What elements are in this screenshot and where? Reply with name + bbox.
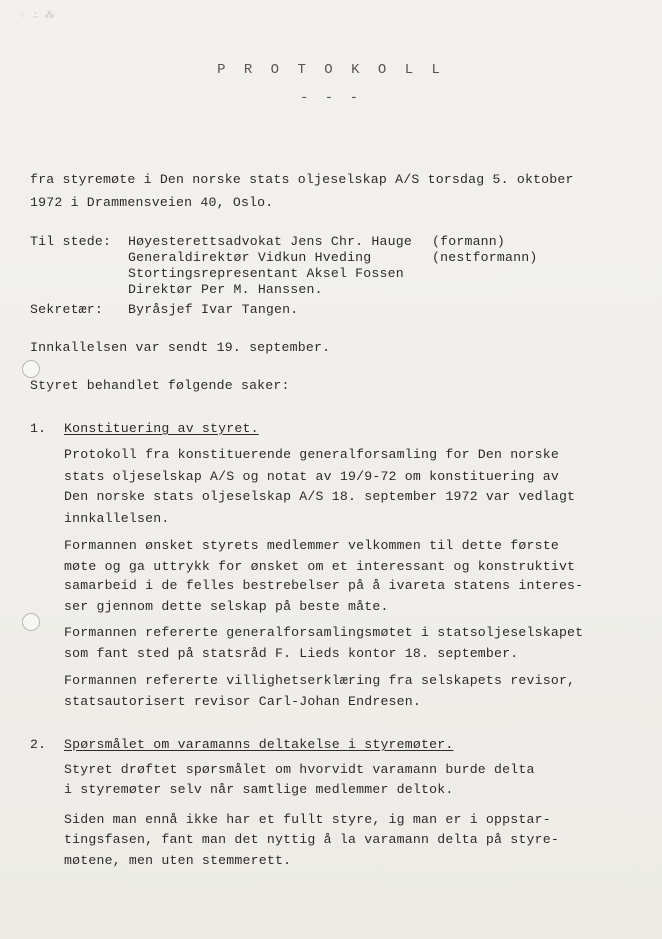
handled-text: Styret behandlet følgende saker: [30,378,290,393]
secretary-label: Sekretær: [30,302,104,317]
present-name-1: Høyesterettsadvokat Jens Chr. Hauge [128,234,412,249]
paper-blemish-icon: ⁘ ∴ ⁂ [18,11,55,22]
punch-hole-icon [22,360,40,378]
present-name-2: Generaldirektør Vidkun Hveding [128,250,372,265]
item1-number: 1. [30,421,47,436]
present-role-2: (nestformann) [432,250,538,265]
item1-p4-line-1: Formannen refererte villighetserklæring fra selskapets revisor, [64,673,576,688]
notice-text: Innkallelsen var sendt 19. september. [30,340,331,355]
punch-hole-icon [22,613,40,631]
title-dashes: - - - [299,90,362,106]
item2-p1-line-1: Styret drøftet spørsmålet om hvorvidt varamann burde delta [64,762,535,777]
document-title: P R O T O K O L L [217,62,445,78]
present-name-3: Stortingsrepresentant Aksel Fossen [128,266,404,281]
intro-line-2: 1972 i Drammensveien 40, Oslo. [30,195,274,210]
item1-p4-line-2: statsautorisert revisor Carl-Johan Endresen. [64,694,422,709]
present-role-1: (formann) [432,234,506,249]
item1-p3-line-2: som fant sted på statsråd F. Lieds kontor 18. september. [64,646,519,661]
item1-p2-line-2: møte og ga uttrykk for ønsket om et interessant og konstruktivt [64,559,576,574]
item1-p2-line-3: samarbeid i de felles bestrebelser på å ivareta statens interes- [64,578,584,593]
item1-p1-line-4: innkallelsen. [64,511,170,526]
item2-p2-line-1: Siden man ennå ikke har et fullt styre, ig man er i oppstar- [64,812,551,827]
item2-number: 2. [30,737,47,752]
item1-p2-line-1: Formannen ønsket styrets medlemmer velkommen til dette første [64,538,559,553]
present-name-4: Direktør Per M. Hanssen. [128,282,323,297]
present-label: Til stede: [30,234,112,249]
item2-title: Spørsmålet om varamanns deltakelse i styremøter. [64,737,454,752]
item1-p1-line-1: Protokoll fra konstituerende generalforsamling for Den norske [64,447,559,462]
item1-title: Konstituering av styret. [64,421,259,436]
item1-p3-line-1: Formannen refererte generalforsamlingsmøtet i statsoljeselskapet [64,625,584,640]
secretary-name: Byråsjef Ivar Tangen. [128,302,299,317]
item2-p1-line-2: i styremøter selv når samtlige medlemmer deltok. [64,782,454,797]
item1-p1-line-3: Den norske stats oljeselskap A/S 18. september 1972 var vedlagt [64,489,576,504]
item1-p1-line-2: stats oljeselskap A/S og notat av 19/9-72 om konstituering av [64,469,559,484]
item2-p2-line-3: møtene, men uten stemmerett. [64,853,292,868]
item2-p2-line-2: tingsfasen, fant man det nyttig å la varamann delta på styre- [64,832,559,847]
intro-line-1: fra styremøte i Den norske stats oljeselskap A/S torsdag 5. oktober [30,172,574,187]
item1-p2-line-4: ser gjennom dette selskap på beste måte. [64,599,389,614]
